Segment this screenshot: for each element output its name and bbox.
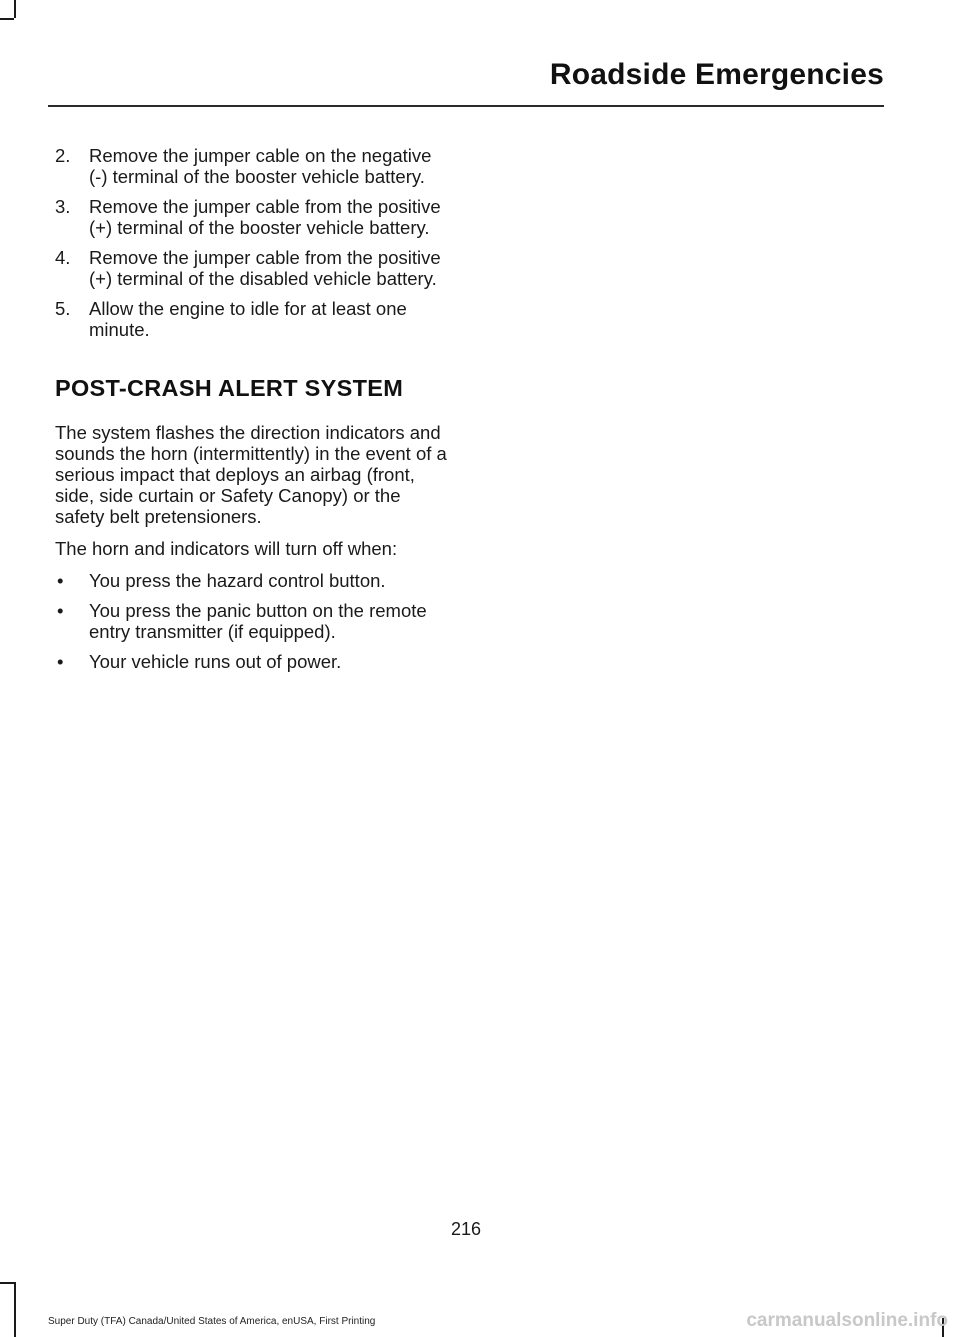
bullet-text: Your vehicle runs out of power. — [89, 651, 342, 672]
step-number: 2. — [55, 145, 71, 166]
crop-mark — [14, 0, 16, 18]
crop-mark — [14, 1282, 16, 1337]
publication-footer: Super Duty (TFA) Canada/United States of America, enUSA, First Printing — [48, 1316, 376, 1327]
crop-mark — [0, 1282, 14, 1284]
section-paragraph: The horn and indicators will turn off when: — [55, 538, 398, 559]
list-item — [55, 196, 450, 238]
bullet-icon: • — [57, 651, 64, 672]
step-number: 3. — [55, 196, 71, 217]
step-number: 4. — [55, 247, 71, 268]
crop-mark — [0, 18, 14, 20]
page-content — [55, 145, 450, 681]
bullet-text: You press the hazard control button. — [89, 570, 386, 591]
step-text: Remove the jumper cable from the positive (+) terminal of the disabled vehicle battery. — [89, 247, 441, 289]
page-title: Roadside Emergencies — [549, 58, 884, 91]
steps-list — [55, 145, 450, 340]
bullet-icon: • — [57, 600, 64, 621]
list-item — [55, 600, 450, 642]
step-text: Remove the jumper cable on the negative (-) terminal of the booster vehicle battery. — [89, 145, 432, 187]
section-heading: POST-CRASH ALERT SYSTEM — [55, 375, 404, 401]
list-item — [55, 145, 450, 187]
section-paragraph: The system flashes the direction indicators and sounds the horn (intermittently) in the event of a serious impact that deploys an airbag (front, side, side curtain or Safety Canopy) or the safety belt pretensioners. — [55, 422, 447, 527]
list-item — [55, 298, 450, 340]
step-text: Allow the engine to idle for at least one minute. — [89, 298, 407, 340]
list-item — [55, 651, 450, 672]
bullet-text: You press the panic button on the remote entry transmitter (if equipped). — [89, 600, 427, 642]
bullet-icon: • — [57, 570, 64, 591]
header-divider — [48, 105, 884, 107]
step-text: Remove the jumper cable from the positive (+) terminal of the booster vehicle battery. — [89, 196, 441, 238]
list-item — [55, 247, 450, 289]
list-item — [55, 570, 450, 591]
watermark: carmanualsonline.info — [746, 1310, 948, 1331]
bullet-list — [55, 570, 450, 672]
page-number: 216 — [450, 1219, 482, 1239]
step-number: 5. — [55, 298, 71, 319]
